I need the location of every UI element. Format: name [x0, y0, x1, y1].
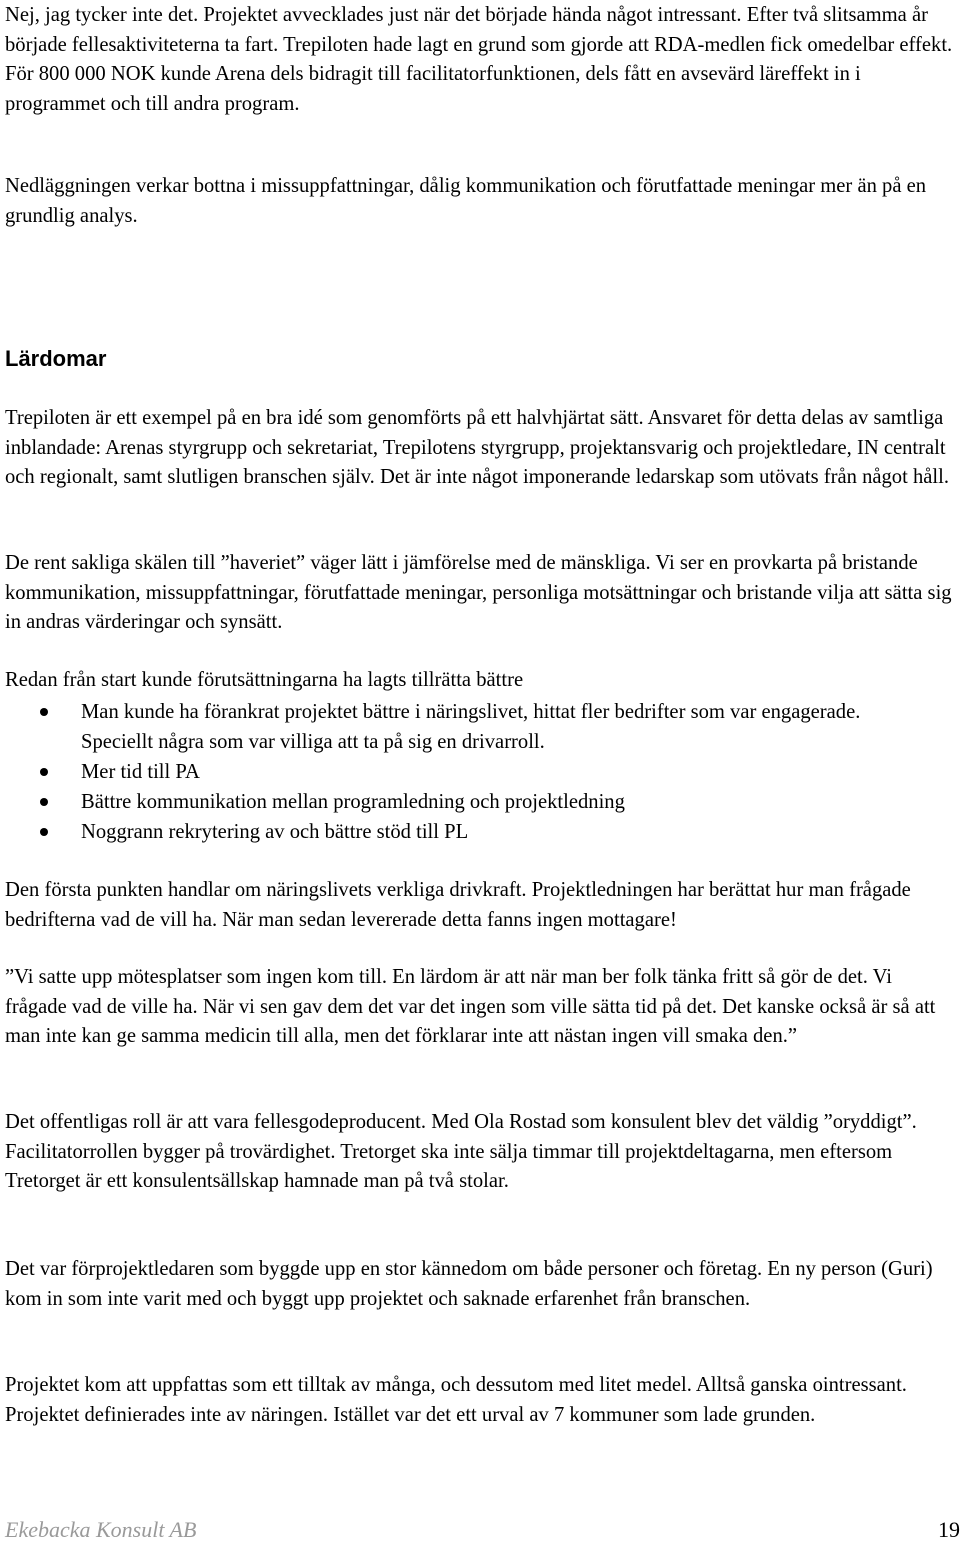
bullet-list [5, 697, 955, 847]
list-item [5, 787, 955, 817]
paragraph-preproject-leader: Det var förprojektledaren som byggde upp en stor kännedom om både personer och företag. En ny person (Guri) kom in som inte varit med och byggt upp projektet och saknade erfarenhet från branschen. [5, 1258, 933, 1310]
paragraph-public-role: Det offentligas roll är att vara fellesgodeproducent. Med Ola Rostad som konsulent blev det väldig ”oryddigt”. Facilitatorrollen bygger på trovärdighet. Tretorget ska inte sälja timmar till projektdeltagarna, men eftersom Tretorget är ett konsulentsällskap hamnade man på två stolar. [5, 1111, 917, 1192]
paragraph-lesson-summary: Trepiloten är ett exempel på en bra idé som genomförts på ett halvhjärtat sätt. Ansvaret för detta delas av samtliga inblandade: Arenas styrgrupp och sekretariat, Trepilotens styrgrupp, projektansvarig och projektledare, IN centralt och regionalt, samt slutligen branschen själv. Det är inte något imponerande ledarskap som utövats från något håll. [5, 407, 949, 488]
bullet-icon [40, 708, 48, 716]
list-item-text: Noggrann rekrytering av och bättre stöd till PL [81, 821, 469, 843]
footer-company-name: Ekebacka Konsult AB [5, 1517, 197, 1542]
section-heading-lardomar: Lärdomar [5, 346, 107, 371]
list-item [5, 697, 955, 757]
paragraph-first-point: Den första punkten handlar om näringslivets verkliga drivkraft. Projektledningen har berättat hur man frågade bedrifterna vad de vill ha. När man sedan levererade detta fanns ingen mottagare! [5, 879, 911, 931]
paragraph-closure: Nedläggningen verkar bottna i missuppfattningar, dålig kommunikation och förutfattade meningar mer än på en grundlig analys. [5, 175, 927, 227]
page-number: 19 [938, 1517, 960, 1542]
paragraph-intro: Nej, jag tycker inte det. Projektet avvecklades just när det började hända något intressant. Efter två slitsamma år började fellesaktiviteterna ta fart. Trepiloten hade lagt en grund som gjorde att RDA-medlen fick omedelbar effekt. För 800 000 NOK kunde Arena dels bidragit till facilitatorfunktionen, dels fått en avsevärd läreffekt in i programmet och till andra program. [5, 4, 953, 115]
bullet-icon [40, 828, 48, 836]
paragraph-start-conditions: Redan från start kunde förutsättningarna ha lagts tillrätta bättre [5, 669, 524, 691]
bullet-icon [40, 798, 48, 806]
list-item [5, 757, 955, 787]
paragraph-human-factors: De rent sakliga skälen till ”haveriet” väger lätt i jämförelse med de mänskliga. Vi ser en provkarta på bristande kommunikation, missuppfattningar, förutfattade meningar, personliga motsättningar och bristande vilja att sätta sig in andras värderingar och synsätt. [5, 552, 952, 633]
bullet-icon [40, 768, 48, 776]
paragraph-project-perception: Projektet kom att uppfattas som ett tilltak av många, och dessutom med litet medel. Alltså ganska ointressant. Projektet definierades inte av näringen. Istället var det ett urval av 7 kommuner som lade grunden. [5, 1374, 907, 1426]
list-item [5, 817, 955, 847]
list-item-text: Mer tid till PA [81, 761, 200, 783]
paragraph-quote: ”Vi satte upp mötesplatser som ingen kom till. En lärdom är att när man ber folk tänka fritt så gör de det. Vi frågade vad de ville ha. När vi sen gav dem det var det ingen som ville sätta tid på det. Det kanske också är så att man inte kan ge samma medicin till alla, men det förklarar inte att nästan ingen vill smaka den.” [5, 966, 936, 1047]
list-item-text: Man kunde ha förankrat projektet bättre i näringslivet, hittat fler bedrifter som var engagerade. Speciellt några som var villiga att ta på sig en drivarroll. [81, 701, 861, 753]
list-item-text: Bättre kommunikation mellan programledning och projektledning [81, 791, 625, 813]
